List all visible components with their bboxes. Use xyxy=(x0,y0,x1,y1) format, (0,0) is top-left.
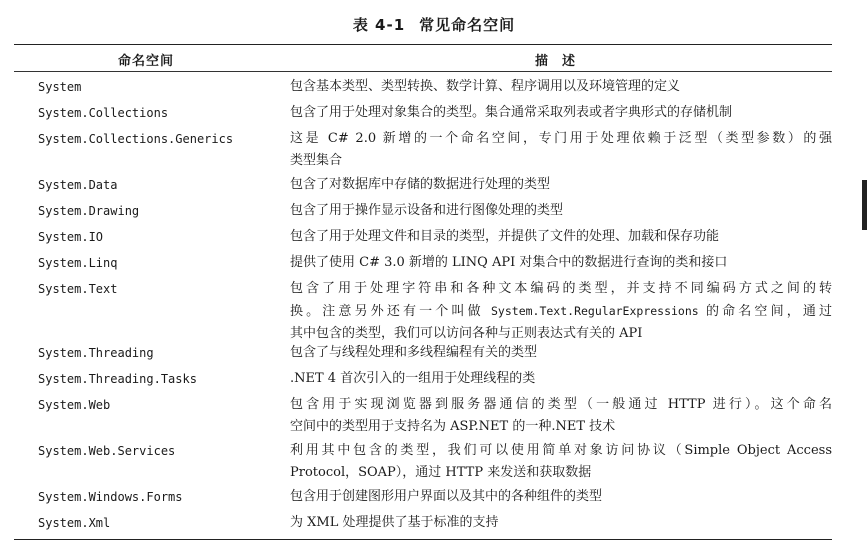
namespace-cell: System.Xml xyxy=(38,516,111,530)
description-line: 其中包含的类型，我们可以访问各种与正则表达式有关的 API xyxy=(290,326,643,341)
column-header-namespace: 命名空间 xyxy=(117,54,174,69)
namespace-cell: System.Linq xyxy=(38,256,118,270)
inline-code: System.Text.RegularExpressions xyxy=(491,304,699,318)
description-cell xyxy=(290,440,832,484)
namespace-cell: System.Collections.Generics xyxy=(38,132,234,146)
description-line: 包含了用于操作显示设备和进行图像处理的类型 xyxy=(290,203,564,218)
description-cell xyxy=(290,512,832,534)
bottom-rule xyxy=(14,539,832,540)
namespace-cell: System xyxy=(38,80,82,94)
description-cell xyxy=(290,128,832,172)
description-line: 类型集合 xyxy=(290,153,343,168)
description-line: 包含了与线程处理和多线程编程有关的类型 xyxy=(290,345,538,360)
description-line: 包含了用于处理对象集合的类型。集合通常采取列表或者字典形式的存储机制 xyxy=(290,105,733,120)
page-edge-mark xyxy=(862,180,867,230)
description-cell xyxy=(290,368,832,390)
description-line: 包含了用于处理字符串和各种文本编码的类型，并支持不同编码方式之间的转 xyxy=(290,281,832,296)
description-cell xyxy=(290,486,832,508)
description-cell xyxy=(290,200,832,222)
description-line: 包含了用于处理文件和目录的类型，并提供了文件的处理、加载和保存功能 xyxy=(290,229,720,244)
description-cell xyxy=(290,342,832,364)
namespace-cell: System.Text xyxy=(38,282,118,296)
description-line: 空间中的类型用于支持名为 ASP.NET 的一种.NET 技术 xyxy=(290,419,616,434)
description-cell xyxy=(290,278,832,345)
table-number: 表 4-1 xyxy=(352,16,406,34)
namespace-cell: System.Threading xyxy=(38,346,154,360)
namespace-cell: System.Drawing xyxy=(38,204,140,218)
description-cell xyxy=(290,252,832,274)
description-cell xyxy=(290,102,832,124)
description-line: 包含用于实现浏览器到服务器通信的类型（一般通过 HTTP 进行）。这个命名 xyxy=(290,397,832,412)
description-line: 包含用于创建图形用户界面以及其中的各种组件的类型 xyxy=(290,489,603,504)
namespace-cell: System.Collections xyxy=(38,106,169,120)
description-line: 利用其中包含的类型，我们可以使用简单对象访问协议（Simple Object Access xyxy=(290,443,832,458)
table-caption xyxy=(0,14,868,35)
description-line: 包含了对数据库中存储的数据进行处理的类型 xyxy=(290,177,551,192)
namespace-cell: System.IO xyxy=(38,230,104,244)
description-cell xyxy=(290,394,832,438)
description-text: 的命名空间，通过 xyxy=(698,304,832,319)
namespace-cell: System.Threading.Tasks xyxy=(38,372,197,386)
description-line: 提供了使用 C# 3.0 新增的 LINQ API 对集合中的数据进行查询的类和接口 xyxy=(290,255,728,270)
description-line: 为 XML 处理提供了基于标准的支持 xyxy=(290,515,499,530)
description-line: 包含基本类型、类型转换、数学计算、程序调用以及环境管理的定义 xyxy=(290,79,681,94)
description-cell xyxy=(290,76,832,98)
description-cell xyxy=(290,226,832,248)
namespace-cell: System.Data xyxy=(38,178,118,192)
column-header-description: 描述 xyxy=(534,54,589,69)
top-rule xyxy=(14,44,832,45)
namespace-cell: System.Web xyxy=(38,398,111,412)
namespace-cell: System.Windows.Forms xyxy=(38,490,183,504)
description-line: .NET 4 首次引入的一组用于处理线程的类 xyxy=(290,371,536,386)
table-title: 常见命名空间 xyxy=(419,16,516,34)
description-line: Protocol，SOAP），通过 HTTP 来发送和获取数据 xyxy=(290,465,592,480)
header-rule xyxy=(14,71,832,72)
namespace-cell: System.Web.Services xyxy=(38,444,176,458)
description-line xyxy=(290,300,832,323)
description-cell xyxy=(290,174,832,196)
description-text: 换。注意另外还有一个叫做 xyxy=(290,304,491,319)
description-line: 这是 C# 2.0 新增的一个命名空间，专门用于处理依赖于泛型（类型参数）的强 xyxy=(290,131,832,146)
